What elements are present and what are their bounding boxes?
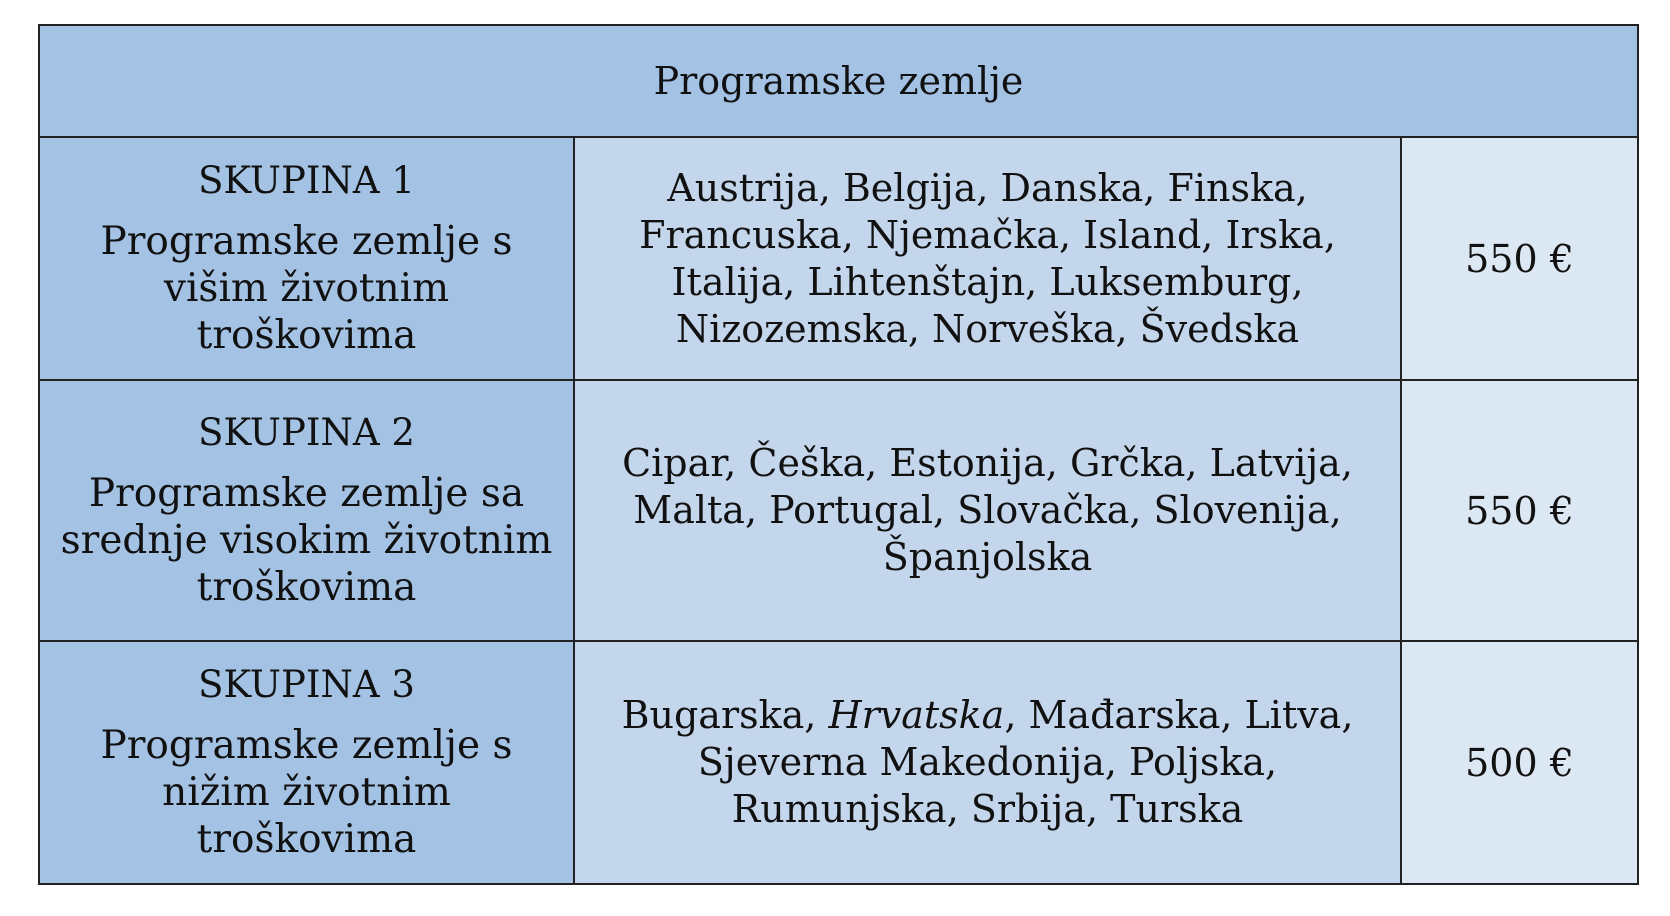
group-title: SKUPINA 3 xyxy=(198,663,415,706)
amount-value: 550 € xyxy=(1465,236,1574,281)
group-description: Programske zemlje sa srednje visokim životnim troškovima xyxy=(60,471,553,610)
group-title: SKUPINA 1 xyxy=(198,159,415,202)
group-description: Programske zemlje s višim životnim troškovima xyxy=(100,219,513,358)
amount-cell xyxy=(1402,381,1637,640)
amount-cell xyxy=(1402,138,1637,379)
table-header xyxy=(40,26,1637,138)
countries-list xyxy=(591,692,1384,833)
amount-value: 550 € xyxy=(1465,488,1574,533)
table-row xyxy=(40,138,1637,381)
group-cell xyxy=(40,642,575,883)
countries-highlight: Hrvatska xyxy=(828,693,1005,737)
program-countries-table xyxy=(38,24,1639,885)
countries-list: Austrija, Belgija, Danska, Finska, Francuska, Njemačka, Island, Irska, Italija, Lihtenštajn, Luksemburg, Nizozemska, Norveška, Švedska xyxy=(639,165,1336,351)
table-header-title: Programske zemlje xyxy=(653,59,1024,103)
group-cell xyxy=(40,381,575,640)
amount-value: 500 € xyxy=(1465,740,1574,785)
countries-list: Cipar, Češka, Estonija, Grčka, Latvija, Malta, Portugal, Slovačka, Slovenija, Španjolska xyxy=(622,441,1353,579)
countries-cell xyxy=(575,138,1402,379)
group-title: SKUPINA 2 xyxy=(198,411,415,454)
amount-cell xyxy=(1402,642,1637,883)
countries-cell xyxy=(575,642,1402,883)
table-row xyxy=(40,642,1637,883)
countries-after: , Mađarska, Litva, Sjeverna Makedonija, Poljska, Rumunjska, Srbija, Turska xyxy=(697,693,1354,831)
countries-cell xyxy=(575,381,1402,640)
group-cell xyxy=(40,138,575,379)
countries-before: Bugarska, xyxy=(621,693,829,737)
group-description: Programske zemlje s nižim životnim troškovima xyxy=(100,723,513,862)
table-row xyxy=(40,381,1637,642)
